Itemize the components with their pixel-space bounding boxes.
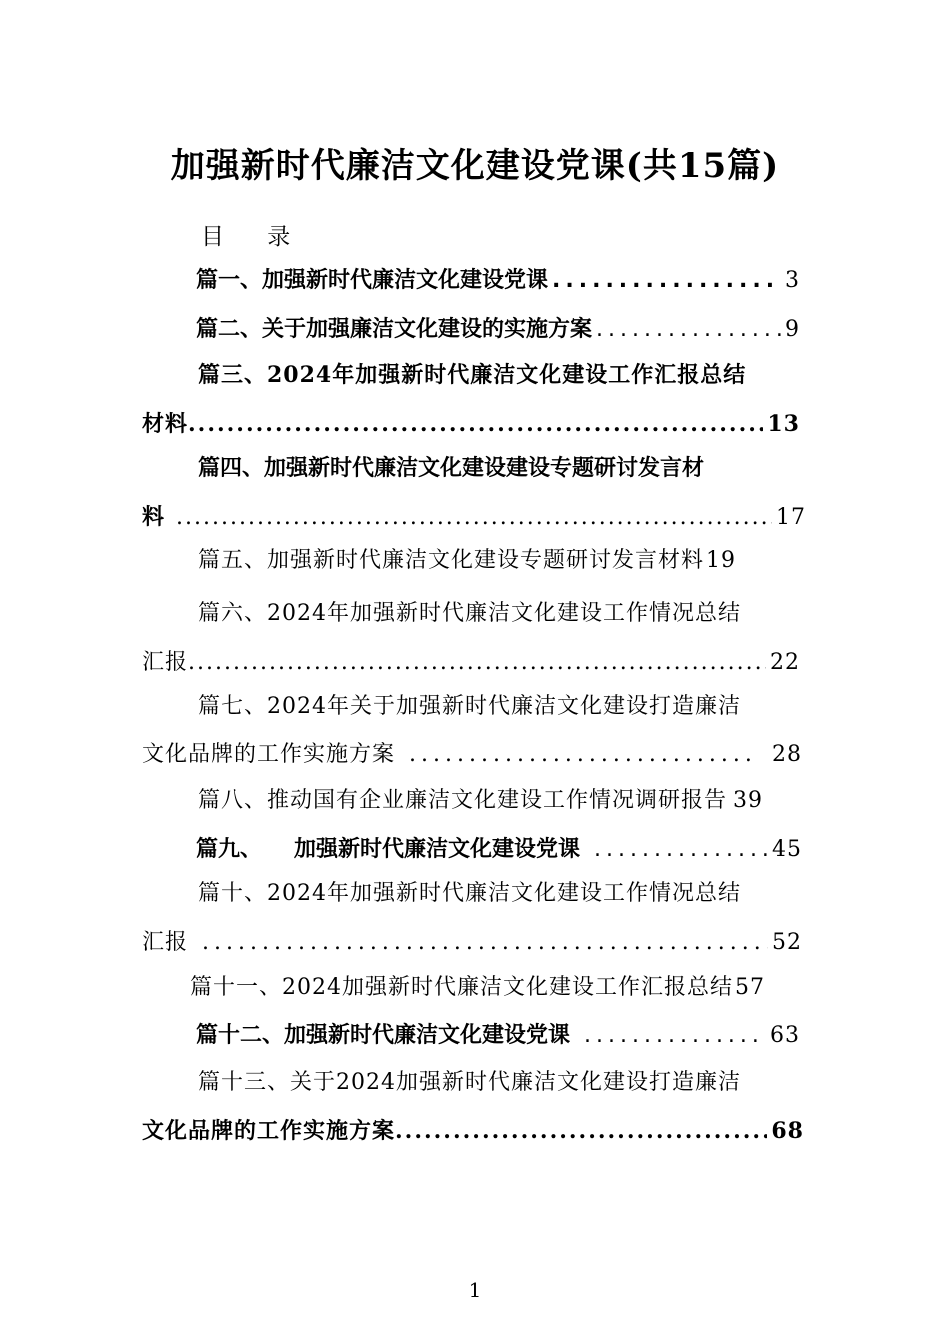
toc-leader xyxy=(596,313,781,347)
toc-page-number: 17 xyxy=(776,505,806,530)
toc-page-number: 9 xyxy=(785,317,800,342)
toc-entry-title: 篇四、加强新时代廉洁文化建设建设专题研讨发言材 xyxy=(198,456,705,481)
toc-entry-title: 篇七、2024年关于加强新时代廉洁文化建设打造廉洁 xyxy=(198,694,741,719)
toc-entry-title: 篇十三、关于2024加强新时代廉洁文化建设打造廉洁 xyxy=(198,1070,741,1095)
toc-leader xyxy=(188,646,766,680)
toc-leader xyxy=(409,738,758,772)
toc-entry-4-line1[interactable] xyxy=(198,452,808,486)
toc-entry-title: 篇八、推动国有企业廉洁文化建设工作情况调研报告 xyxy=(198,788,728,813)
page-number: 1 xyxy=(468,1278,482,1302)
toc-entry-title-cont: 文化品牌的工作实施方案 xyxy=(142,742,396,767)
toc-entry-title: 篇六、2024年加强新时代廉洁文化建设工作情况总结 xyxy=(198,601,741,626)
toc-entry-title: 篇三、2024年加强新时代廉洁文化建设工作汇报总结 xyxy=(198,362,747,388)
toc-entry-title: 篇五、加强新时代廉洁文化建设专题研讨发言材料 xyxy=(198,548,705,573)
toc-entry-title-cont: 汇报 xyxy=(142,650,189,675)
toc-leader xyxy=(176,501,772,535)
toc-page-number: 45 xyxy=(772,837,802,862)
toc-entry-title: 篇二、关于加强廉洁文化建设的实施方案 xyxy=(196,317,593,342)
toc-entry-9[interactable] xyxy=(196,833,802,867)
toc-page-number: 19 xyxy=(706,548,737,573)
toc-leader xyxy=(552,264,781,298)
toc-entry-4-line2[interactable] xyxy=(142,501,806,535)
toc-entry-13-line1[interactable] xyxy=(198,1066,818,1100)
toc-entry-7-line1[interactable] xyxy=(198,690,808,724)
toc-entry-3-line2[interactable] xyxy=(142,407,800,441)
document-title: 加强新时代廉洁文化建设党课(共15篇) xyxy=(170,146,780,186)
toc-entry-10-line2[interactable] xyxy=(142,926,802,960)
toc-heading: 目 录 xyxy=(201,224,309,250)
toc-page-number: 57 xyxy=(735,975,765,1000)
toc-entry-7-line2[interactable] xyxy=(142,738,802,772)
toc-entry-title-cont: 文化品牌的工作实施方案 xyxy=(142,1119,396,1144)
toc-entry-title-cont: 材料 xyxy=(142,411,189,437)
toc-leader xyxy=(395,1114,767,1148)
toc-leader xyxy=(202,926,768,960)
toc-entry-12[interactable] xyxy=(196,1019,800,1053)
toc-entry-title: 篇一、加强新时代廉洁文化建设党课 xyxy=(196,268,549,293)
toc-entry-5[interactable] xyxy=(198,544,808,578)
toc-entry-10-line1[interactable] xyxy=(198,877,808,911)
toc-entry-11[interactable] xyxy=(190,971,830,1005)
toc-leader xyxy=(188,407,763,441)
toc-page-number: 3 xyxy=(785,268,800,293)
toc-page-number: 52 xyxy=(772,930,802,955)
toc-page-number: 68 xyxy=(771,1118,804,1144)
toc-leader xyxy=(594,833,768,867)
toc-leader xyxy=(584,1019,766,1053)
toc-page-number: 13 xyxy=(767,411,800,437)
toc-entry-title: 加强新时代廉洁文化建设党课 xyxy=(294,837,581,862)
toc-entry-title: 篇十、2024年加强新时代廉洁文化建设工作情况总结 xyxy=(198,881,741,906)
toc-entry-2[interactable] xyxy=(196,313,800,347)
toc-entry-title-cont: 汇报 xyxy=(142,930,189,955)
toc-entry-6-line2[interactable] xyxy=(142,646,800,680)
toc-page-number: 22 xyxy=(770,650,800,675)
toc-entry-13-line2[interactable] xyxy=(142,1114,804,1148)
toc-page-number: 39 xyxy=(733,788,764,813)
toc-entry-title: 篇十一、2024加强新时代廉洁文化建设工作汇报总结 xyxy=(190,975,733,1000)
toc-entry-title-cont: 料 xyxy=(142,505,165,530)
toc-entry-1[interactable] xyxy=(196,264,800,298)
toc-entry-8[interactable] xyxy=(198,784,828,818)
toc-page-number: 28 xyxy=(772,742,802,767)
toc-page-number: 63 xyxy=(770,1023,800,1048)
toc-entry-title: 篇十二、加强新时代廉洁文化建设党课 xyxy=(196,1023,571,1048)
toc-entry-3-line1[interactable] xyxy=(198,358,808,392)
toc-entry-prefix: 篇九、 xyxy=(196,837,263,862)
toc-entry-6-line1[interactable] xyxy=(198,597,808,631)
